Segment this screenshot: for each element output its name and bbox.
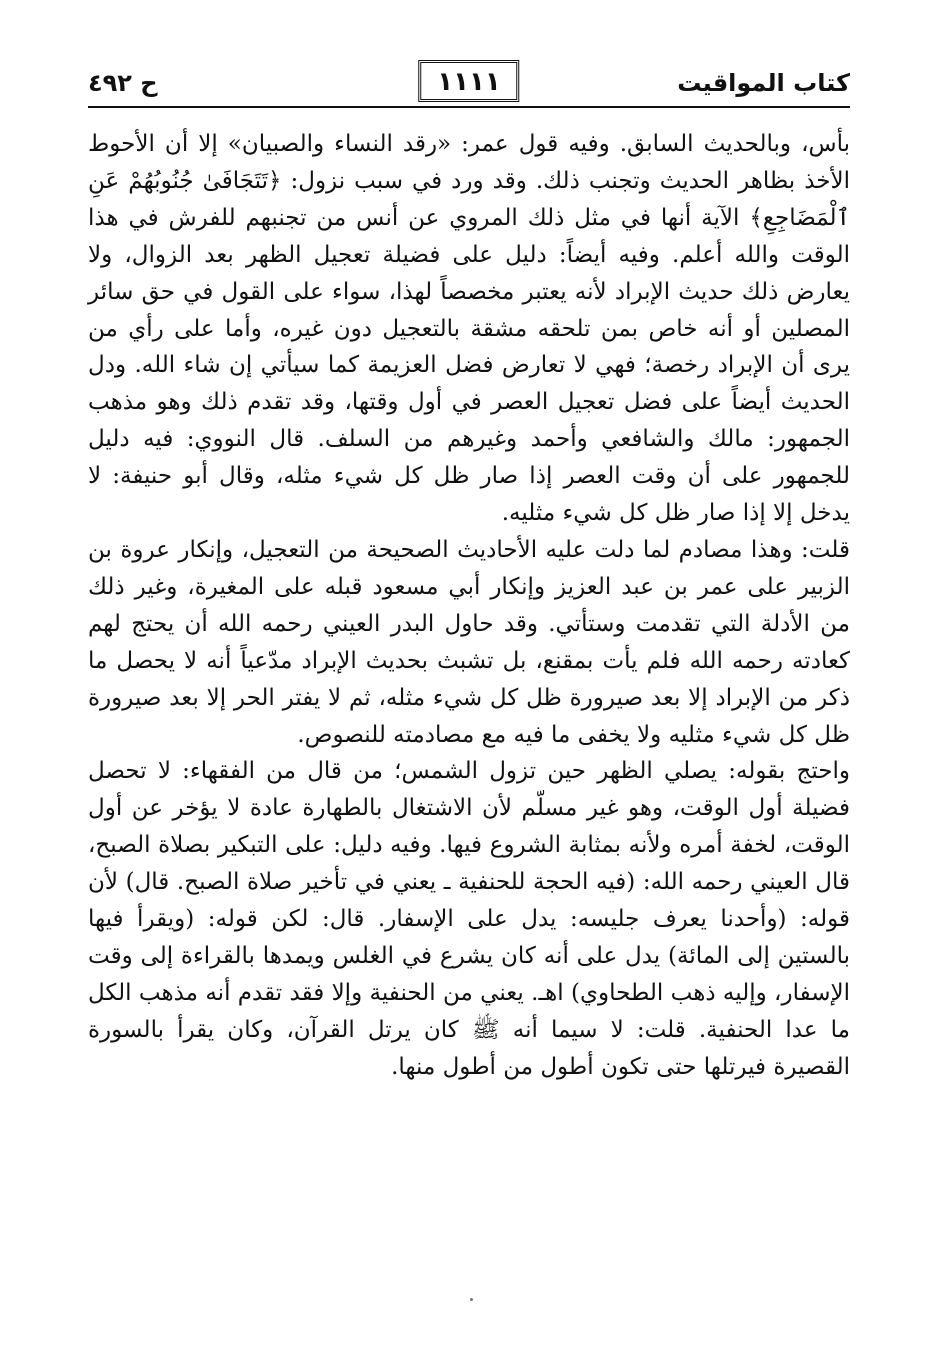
scan-speck	[470, 1298, 473, 1301]
paragraph-1: بأس، وبالحديث السابق. وفيه قول عمر: «رقد النساء والصبيان» إلا أن الأحوط الأخذ بظاهر الحديث وتجنب ذلك. وقد ورد في سبب نزول: ﴿تَتَجَافَىٰ جُنُوبُهُمْ عَنِ ٱلْمَضَاجِعِ﴾ الآية أنها في مثل ذلك المروي عن أنس من تجنبهم للفرش في هذا الوقت والله أعلم. وفيه أيضاً: دليل على فضيلة تعجيل الظهر بعد الزوال، ولا يعارض ذلك حديث الإبراد لأنه يعتبر مخصصاً لهذا، سواء على القول في حق سائر المصلين أو أنه خاص بمن تلحقه مشقة بالتعجيل دون غيره، وأما على رأي من يرى أن الإبراد رخصة؛ فهي لا تعارض فضل العزيمة كما سيأتي إن شاء الله. ودل الحديث أيضاً على فضل تعجيل العصر في أول وقتها، وقد تقدم ذلك وهو مذهب الجمهور: مالك والشافعي وأحمد وغيرهم من السلف. قال النووي: فيه دليل للجمهور على أن وقت العصر إذا صار ظل كل شيء مثله، وقال أبو حنيفة: لا يدخل إلا إذا صار ظل كل شيء مثليه.	[88, 131, 850, 527]
page-number: ١١١١	[418, 60, 519, 102]
hadith-reference: ح ٤٩٢	[88, 69, 158, 97]
body-text	[88, 126, 850, 1086]
page-header	[88, 60, 850, 110]
header-divider	[88, 106, 850, 108]
book-title: كتاب المواقيت	[677, 69, 850, 97]
paragraph-2: قلت: وهذا مصادم لما دلت عليه الأحاديث الصحيحة من التعجيل، وإنكار عروة بن الزبير على عمر بن عبد العزيز وإنكار أبي مسعود قبله على المغيرة، وغير ذلك من الأدلة التي تقدمت وستأتي. وقد حاول البدر العيني رحمه الله أن يحتج لهم كعادته رحمه الله فلم يأت بمقنع، بل تشبث بحديث الإبراد مدّعياً أنه لا يحصل ما ذكر من الإبراد إلا بعد صيرورة ظل كل شيء مثله، ثم لا يفتر الحر إلا بعد صيرورة ظل كل شيء مثليه ولا يخفى ما فيه مع مصادمته للنصوص.	[88, 536, 850, 748]
paragraph-3: واحتج بقوله: يصلي الظهر حين تزول الشمس؛ من قال من الفقهاء: لا تحصل فضيلة أول الوقت، وهو غير مسلّم لأن الاشتغال بالطهارة عادة لا يؤخر عن أول الوقت، لخفة أمره ولأنه بمثابة الشروع فيها. وفيه دليل: على التبكير بصلاة الصبح، قال العيني رحمه الله: (فيه الحجة للحنفية ـ يعني في تأخير صلاة الصبح. قال) لأن قوله: (وأحدنا يعرف جليسه: يدل على الإسفار. قال: لكن قوله: (ويقرأ فيها بالستين إلى المائة) يدل على أنه كان يشرع في الغلس ويمدها بالقراءة إلى وقت الإسفار، وإليه ذهب الطحاوي) اهـ. يعني من الحنفية وإلا فقد تقدم أنه مذهب الكل ما عدا الحنفية. قلت: لا سيما أنه ﷺ كان يرتل القرآن، وكان يقرأ بالسورة القصيرة فيرتلها حتى تكون أطول من أطول منها.	[88, 758, 850, 1080]
